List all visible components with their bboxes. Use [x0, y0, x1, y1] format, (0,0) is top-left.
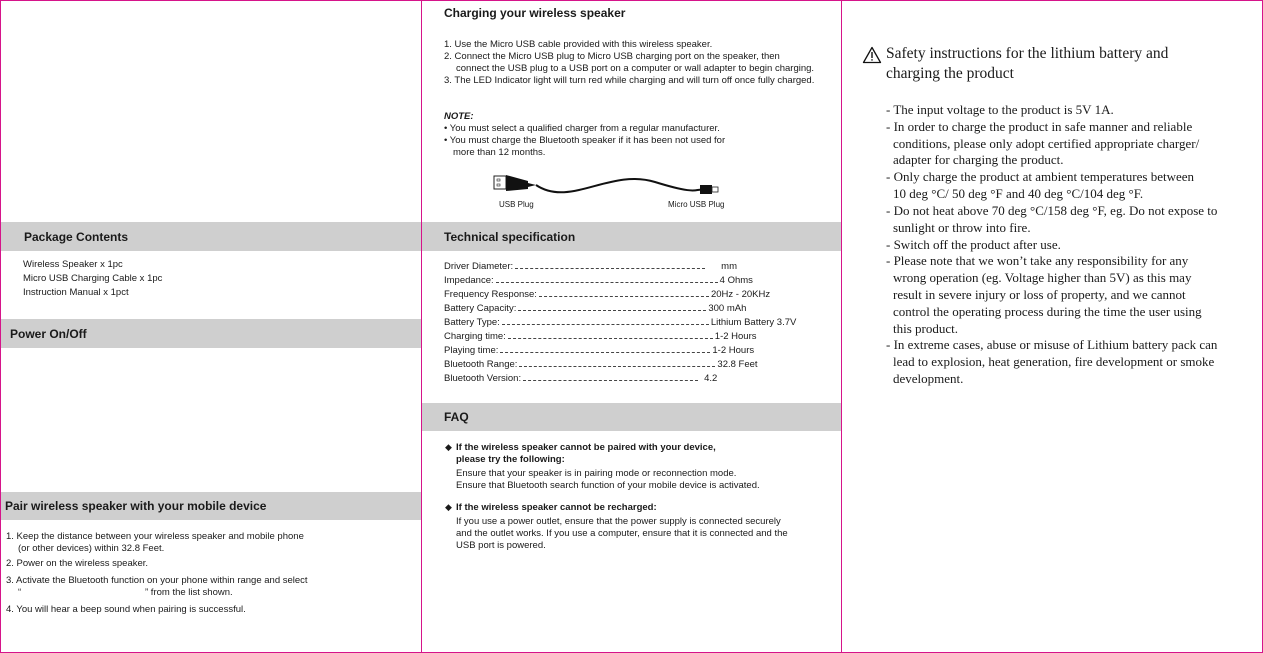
charging-step: 2. Connect the Micro USB plug to Micro USB charging port on the speaker, then: [444, 51, 780, 62]
spec-row: [444, 373, 717, 384]
spec-label: Bluetooth Range:: [444, 359, 518, 370]
spec-row: [444, 345, 754, 356]
pair-step: 1. Keep the distance between your wireless speaker and mobile phone: [6, 531, 304, 542]
safety-line: this product.: [893, 321, 958, 336]
diamond-bullet-icon: ◆: [445, 442, 452, 452]
spec-value: mm: [721, 261, 737, 272]
column-divider-1: [421, 0, 422, 653]
power-header: [1, 319, 421, 348]
charging-step: 3. The LED Indicator light will turn red while charging and will turn off once fully charged.: [444, 75, 815, 86]
tech-spec-title: Technical specification: [444, 229, 576, 244]
charging-title: Charging your wireless speaker: [444, 6, 626, 20]
warning-icon: [862, 46, 882, 64]
safety-line: - Please note that we won’t take any responsibility for any: [886, 253, 1189, 268]
faq-question: If the wireless speaker cannot be paired with your device,: [456, 442, 716, 453]
micro-usb-plug-icon: [700, 185, 718, 194]
safety-line: sunlight or throw into fire.: [893, 220, 1031, 235]
pair-header: [1, 492, 421, 520]
diamond-bullet-icon: ◆: [445, 502, 452, 512]
power-title: Power On/Off: [10, 326, 87, 341]
faq-answer: If you use a power outlet, ensure that the power supply is connected securely: [456, 516, 781, 527]
faq-answer: and the outlet works. If you use a computer, ensure that it is connected and the: [456, 528, 788, 539]
safety-line: conditions, please only adopt certified appropriate charger/: [893, 136, 1200, 151]
package-contents-title: Package Contents: [24, 229, 129, 244]
spec-row: [444, 303, 746, 314]
spec-label: Battery Capacity:: [444, 303, 517, 314]
safety-line: - The input voltage to the product is 5V 1A.: [886, 102, 1114, 117]
safety-line: - In extreme cases, abuse or misuse of Lithium battery pack can: [886, 337, 1218, 352]
pair-step: 3. Activate the Bluetooth function on your phone within range and select: [6, 575, 308, 586]
spec-row: [444, 289, 770, 300]
spec-label: Driver Diameter:: [444, 261, 514, 272]
spec-value: 20Hz - 20KHz: [710, 289, 771, 300]
charging-step: 1. Use the Micro USB cable provided with this wireless speaker.: [444, 39, 713, 50]
note-item: more than 12 months.: [453, 147, 546, 158]
spec-label: Frequency Response:: [444, 289, 537, 300]
usb-plug-icon: [494, 175, 536, 191]
spec-value: 300 mAh: [708, 303, 747, 314]
pair-step: (or other devices) within 32.8 Feet.: [18, 543, 165, 554]
safety-line: - Switch off the product after use.: [886, 237, 1061, 252]
safety-line: adapter for charging the product.: [893, 152, 1064, 167]
safety-line: result in severe injury or loss of property, and we cannot: [893, 287, 1186, 302]
faq-header: [422, 403, 841, 431]
safety-line: control the operating process during the time the user using: [893, 304, 1202, 319]
safety-title: [886, 44, 1226, 83]
pair-step: 4. You will hear a beep sound when pairing is successful.: [6, 604, 246, 615]
package-contents-header: [1, 222, 421, 251]
safety-line: 10 deg °C/ 50 deg °F and 40 deg °C/104 deg °F.: [893, 186, 1144, 201]
faq-title: FAQ: [444, 410, 469, 424]
safety-line: - In order to charge the product in safe manner and reliable: [886, 119, 1193, 134]
spec-row: [444, 359, 758, 370]
pair-step: ” from the list shown.: [145, 587, 233, 598]
charging-step: connect the USB plug to a USB port on a computer or wall adapter to begin charging.: [456, 63, 815, 74]
safety-line: lead to explosion, heat generation, fire development or smoke: [893, 354, 1215, 369]
spec-label: Impedance:: [444, 275, 494, 286]
pair-title: Pair wireless speaker with your mobile device: [5, 499, 267, 513]
spec-row: [444, 261, 737, 272]
spec-label: Battery Type:: [444, 317, 500, 328]
faq-question: If the wireless speaker cannot be recharged:: [456, 502, 657, 513]
package-item: Wireless Speaker x 1pc: [23, 259, 123, 270]
spec-label: Bluetooth Version:: [444, 373, 522, 384]
note-label: NOTE:: [444, 111, 474, 122]
spec-row: [444, 275, 753, 286]
usb-cable-illustration: [490, 168, 730, 202]
spec-value: 32.8 Feet: [717, 359, 758, 370]
spec-row: [444, 317, 796, 328]
spec-value: Lithium Battery 3.7V: [710, 317, 797, 328]
pair-step: 2. Power on the wireless speaker.: [6, 558, 149, 569]
safety-line: wrong operation (eg. Voltage higher than 5V) as this may: [893, 270, 1192, 285]
spec-value: 4.2: [704, 373, 718, 384]
spec-value: 1-2 Hours: [712, 345, 755, 356]
safety-line: development.: [893, 371, 964, 386]
faq-answer: Ensure that your speaker is in pairing mode or reconnection mode.: [456, 468, 737, 479]
faq-answer: Ensure that Bluetooth search function of your mobile device is activated.: [456, 480, 760, 491]
faq-question: please try the following:: [456, 454, 565, 465]
faq-answer: USB port is powered.: [456, 540, 546, 551]
safety-title-line: charging the product: [886, 64, 1014, 82]
tech-spec-header: [422, 222, 841, 251]
package-item: Instruction Manual x 1pct: [23, 287, 129, 298]
spec-value: 1-2 Hours: [714, 331, 757, 342]
note-item: • You must select a qualified charger from a regular manufacturer.: [444, 123, 720, 134]
package-item: Micro USB Charging Cable x 1pc: [23, 273, 163, 284]
note-item: • You must charge the Bluetooth speaker if it has been not used for: [444, 135, 726, 146]
safety-title-line: Safety instructions for the lithium battery and: [886, 45, 1169, 62]
spec-value: 4 Ohms: [719, 275, 753, 286]
micro-usb-plug-label: Micro USB Plug: [668, 200, 725, 209]
spec-row: [444, 331, 757, 342]
column-divider-2: [841, 0, 842, 653]
spec-label: Playing time:: [444, 345, 499, 356]
safety-line: - Only charge the product at ambient temperatures between: [886, 169, 1195, 184]
pair-step: “: [18, 587, 22, 598]
usb-plug-label: USB Plug: [499, 200, 534, 209]
safety-line: - Do not heat above 70 deg °C/158 deg °F, eg. Do not expose to: [886, 203, 1218, 218]
spec-label: Charging time:: [444, 331, 506, 342]
